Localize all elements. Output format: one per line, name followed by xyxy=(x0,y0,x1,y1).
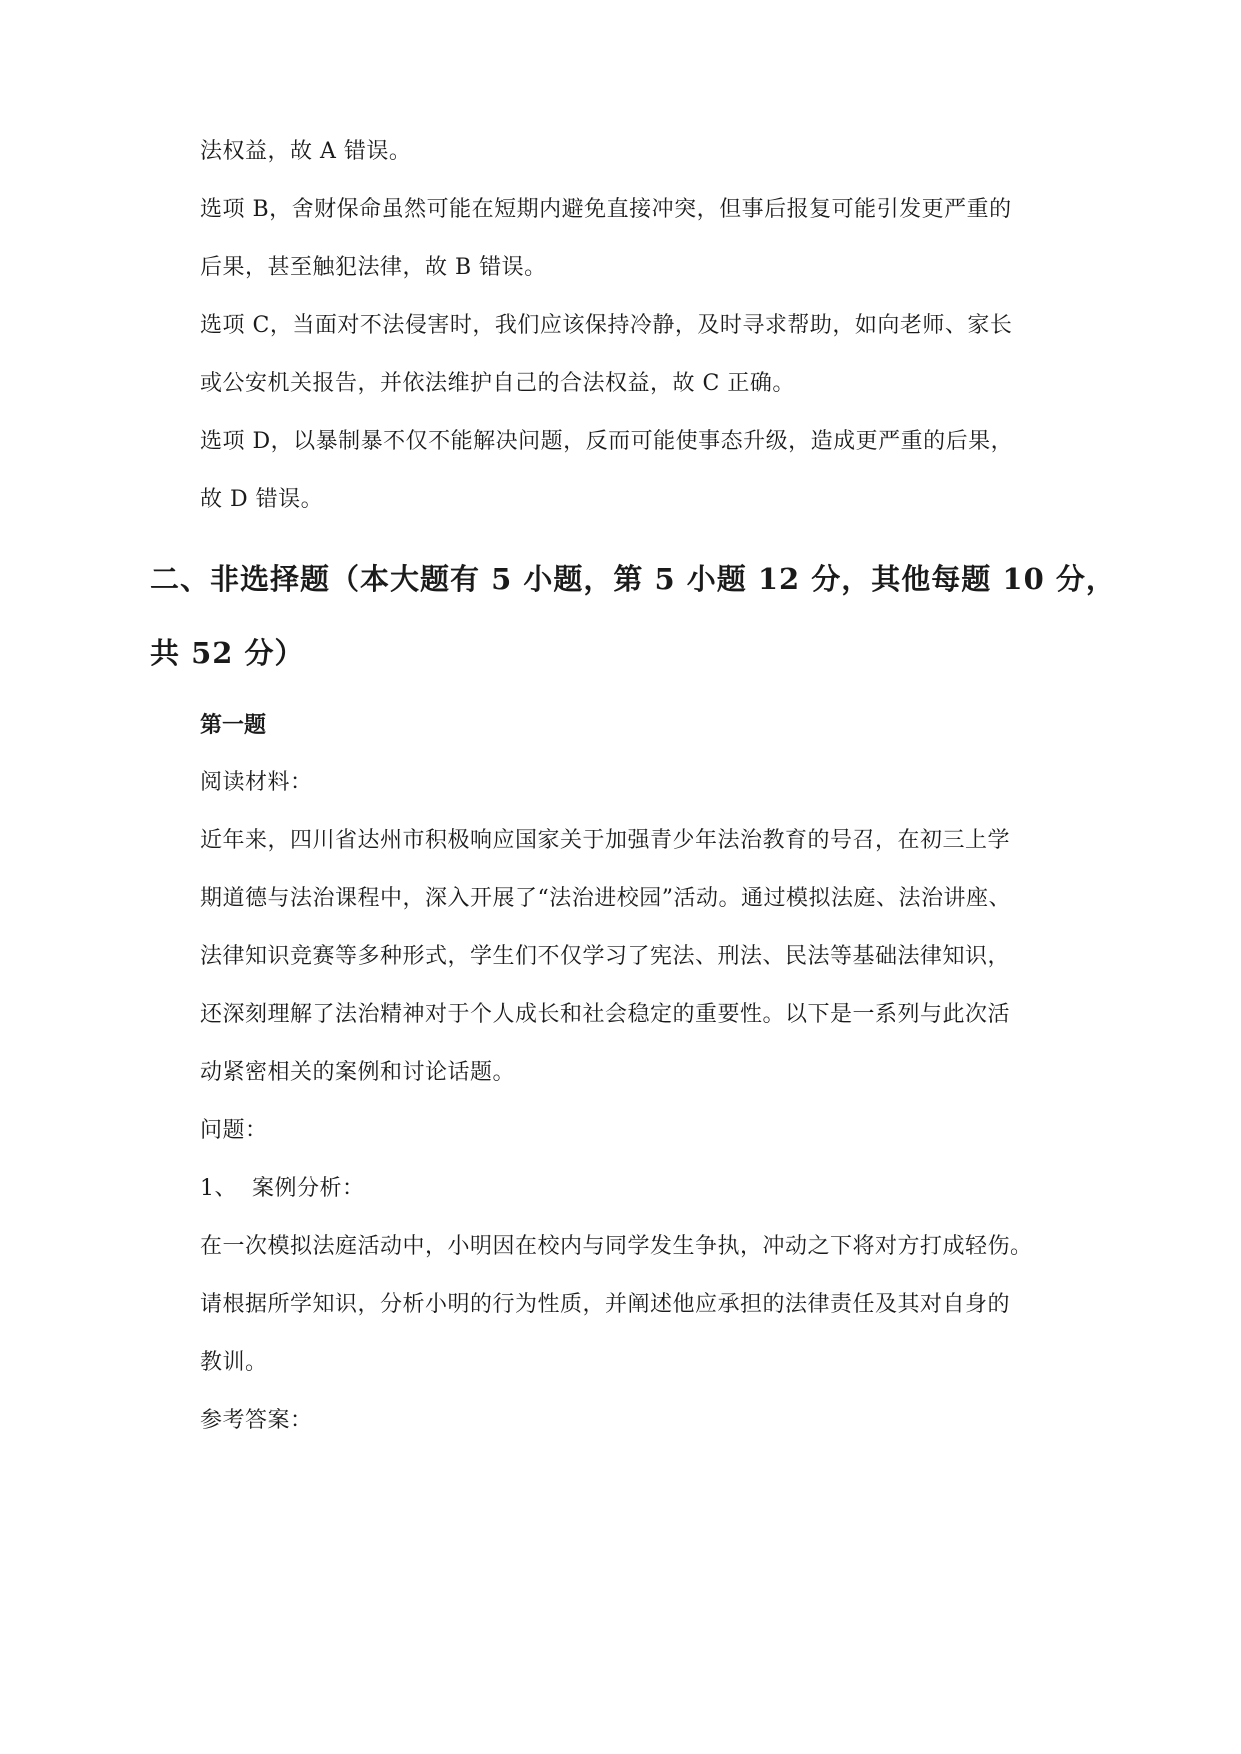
section-heading-line2: 共 52 分） xyxy=(150,636,305,670)
material-line: 动紧密相关的案例和讨论话题。 xyxy=(200,1060,516,1085)
answer-explanation-line: 选项 B，舍财保命虽然可能在短期内避免直接冲突，但事后报复可能引发更严重的 xyxy=(200,197,1012,222)
case-label: 1、 案例分析： xyxy=(200,1176,365,1201)
question-title: 第一题 xyxy=(200,712,267,738)
answer-explanation-line: 选项 C，当面对不法侵害时，我们应该保持冷静，及时寻求帮助，如向老师、家长 xyxy=(200,313,1013,338)
reading-label: 阅读材料： xyxy=(200,770,313,795)
answer-explanation-line: 法权益，故 A 错误。 xyxy=(200,139,412,164)
material-line: 期道德与法治课程中，深入开展了“法治进校园”活动。通过模拟法庭、法治讲座、 xyxy=(200,886,1011,911)
case-line: 教训。 xyxy=(200,1350,268,1375)
answer-label: 参考答案： xyxy=(200,1408,313,1433)
material-line: 近年来，四川省达州市积极响应国家关于加强青少年法治教育的号召，在初三上学 xyxy=(200,828,1011,853)
question-label: 问题： xyxy=(200,1118,268,1143)
case-line: 在一次模拟法庭活动中，小明因在校内与同学发生争执，冲动之下将对方打成轻伤。 xyxy=(200,1234,1033,1259)
material-line: 还深刻理解了法治精神对于个人成长和社会稳定的重要性。以下是一系列与此次活 xyxy=(200,1002,1011,1027)
section-heading-line1: 二、非选择题（本大题有 5 小题，第 5 小题 12 分，其他每题 10 分， xyxy=(150,562,1116,596)
answer-explanation-line: 故 D 错误。 xyxy=(200,487,324,512)
answer-explanation-line: 或公安机关报告，并依法维护自己的合法权益，故 C 正确。 xyxy=(200,371,795,396)
answer-explanation-line: 选项 D，以暴制暴不仅不能解决问题，反而可能使事态升级，造成更严重的后果， xyxy=(200,429,1014,454)
answer-explanation-line: 后果，甚至触犯法律，故 B 错误。 xyxy=(200,255,547,280)
material-line: 法律知识竞赛等多种形式，学生们不仅学习了宪法、刑法、民法等基础法律知识， xyxy=(200,944,1011,969)
case-line: 请根据所学知识，分析小明的行为性质，并阐述他应承担的法律责任及其对自身的 xyxy=(200,1292,1011,1317)
